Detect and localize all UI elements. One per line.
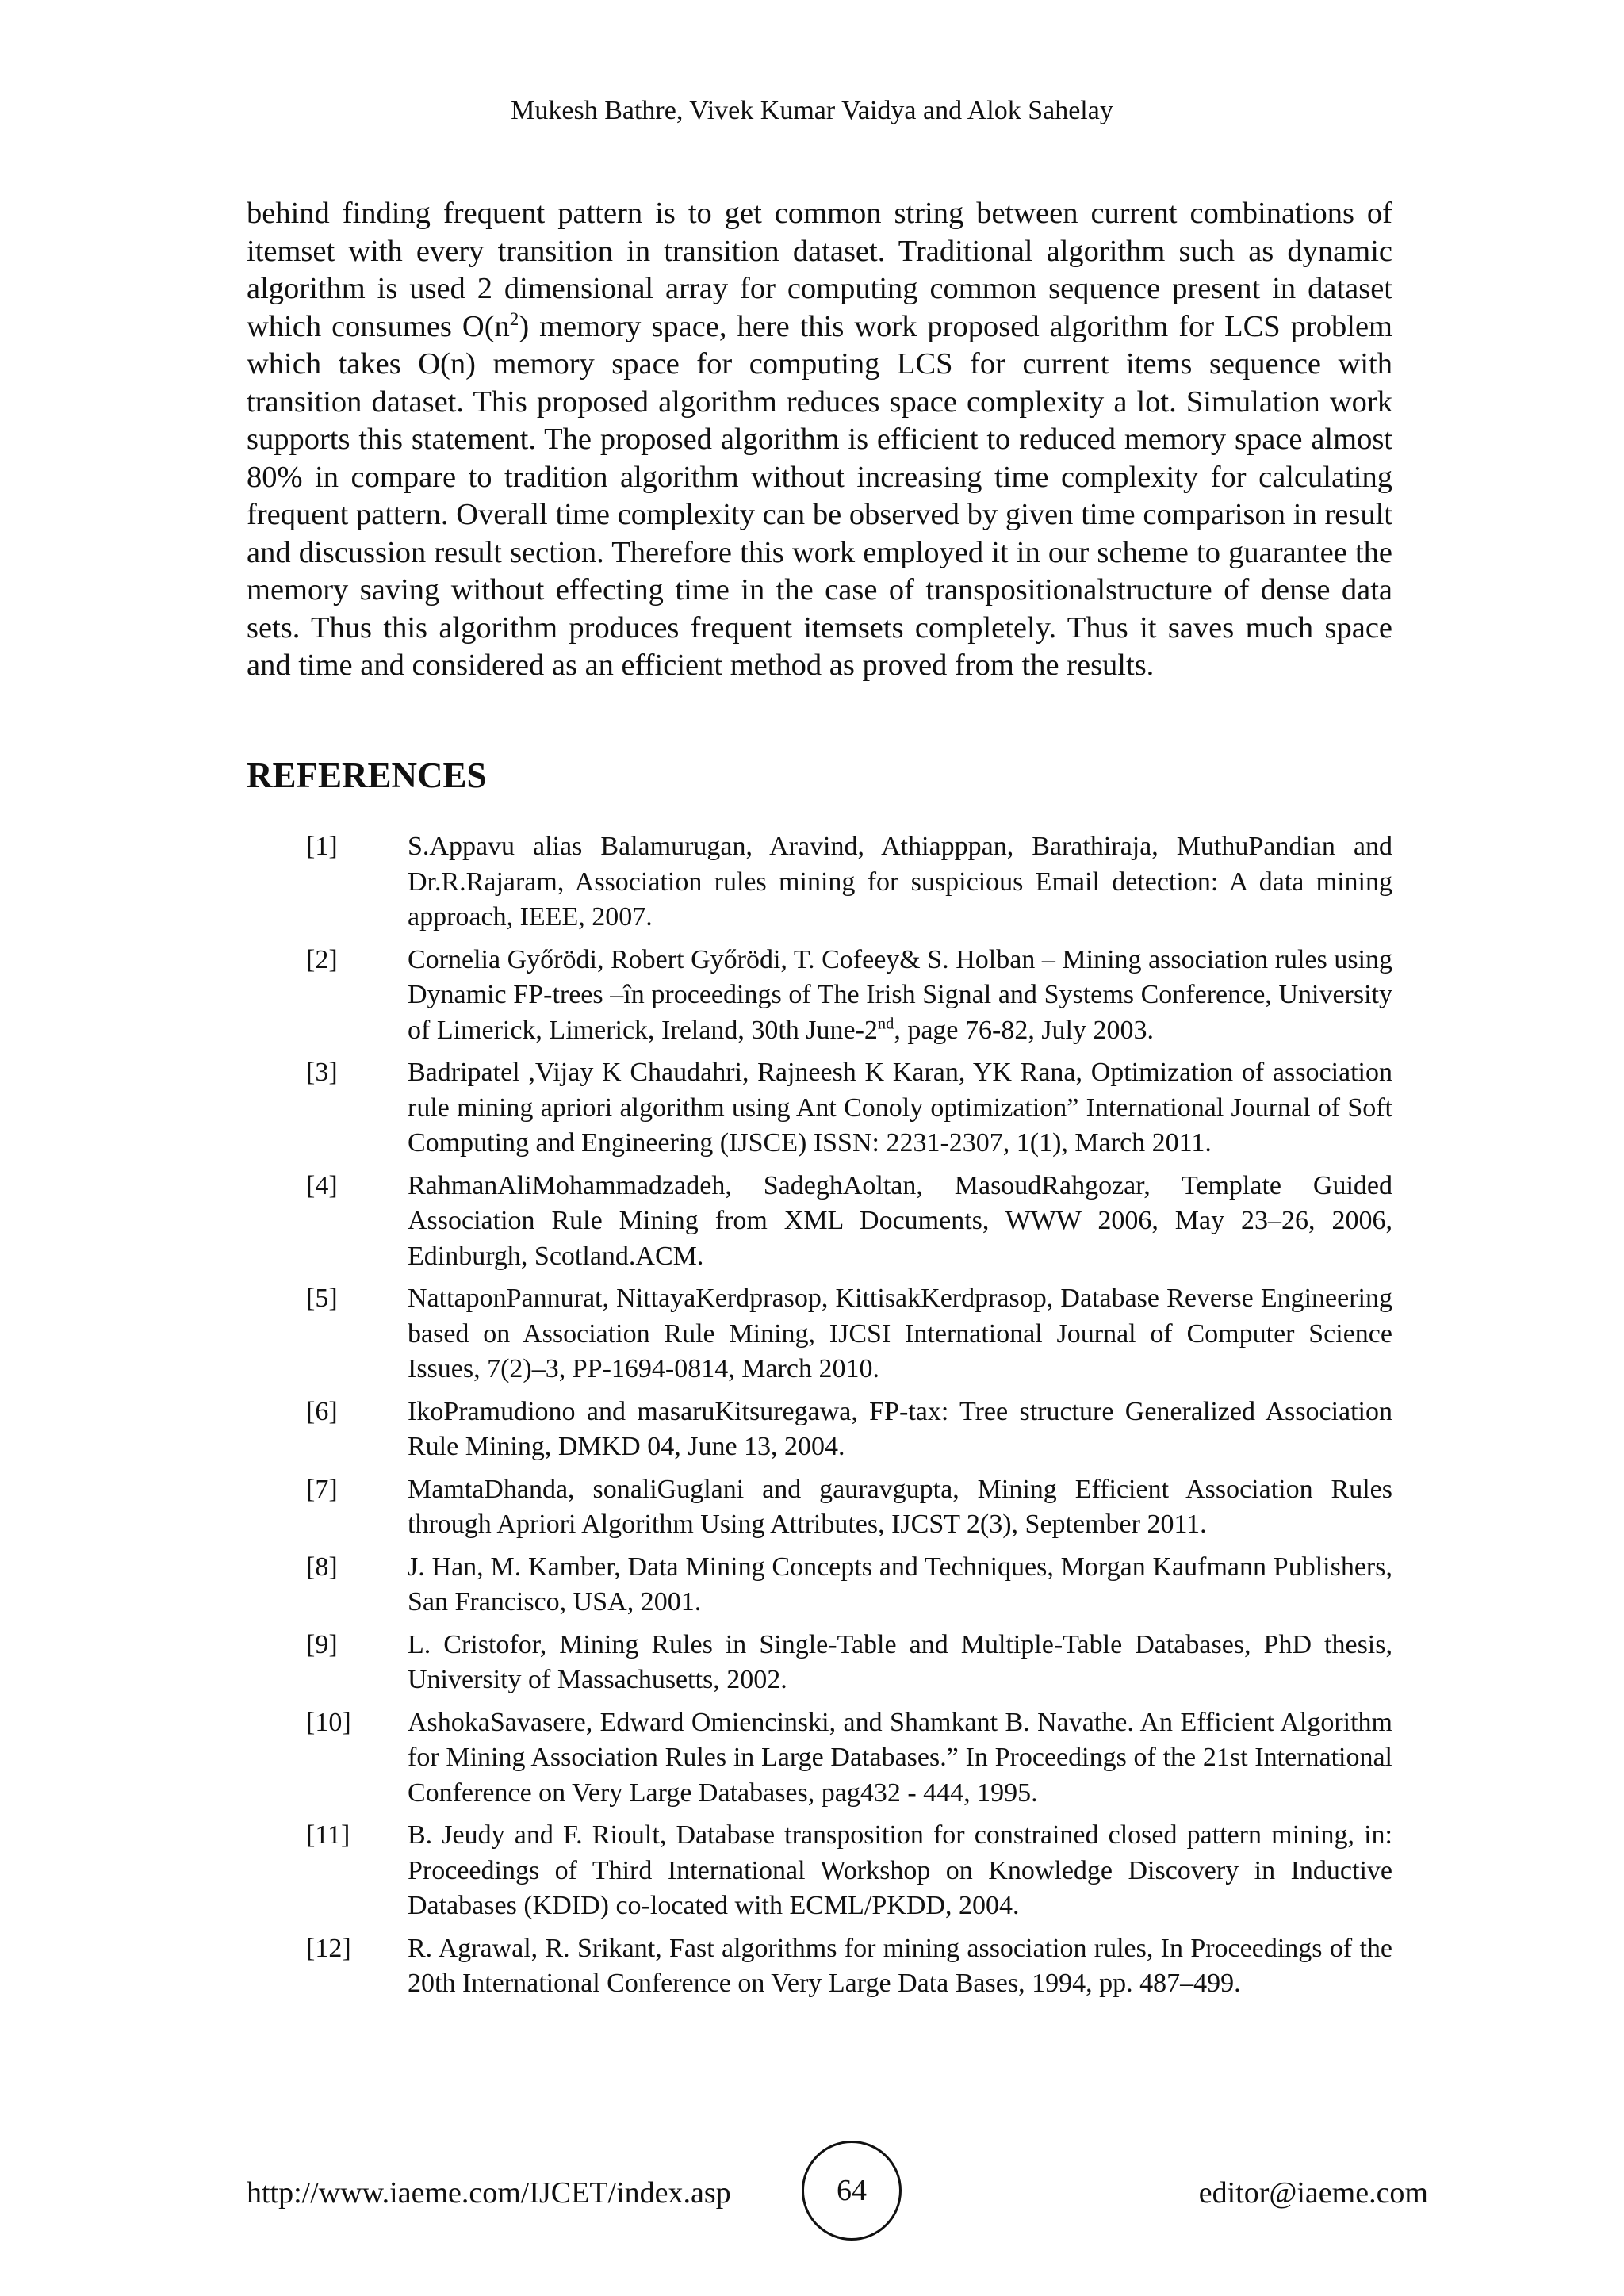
reference-number: [3] xyxy=(306,1058,338,1087)
reference-item-11 xyxy=(247,1818,1392,1924)
footer-url-link[interactable]: http://www.iaeme.com/IJCET/index.asp xyxy=(247,2176,731,2210)
page-footer xyxy=(0,2141,1624,2244)
reference-text: L. Cristofor, Mining Rules in Single-Table and Multiple-Table Databases, PhD thesis, University of Massachusetts, 2002. xyxy=(408,1629,1392,1694)
reference-item-6 xyxy=(247,1395,1392,1465)
reference-text: AshokaSavasere, Edward Omiencinski, and Shamkant B. Navathe. An Efficient Algorithm for Mining Association Rules in Large Databases.” In Proceedings of the 21st International Conference on Very Large Databases, pag432 - 444, 1995. xyxy=(408,1707,1392,1808)
reference-text: B. Jeudy and F. Rioult, Database transposition for constrained closed pattern mining, in: Proceedings of Third International Workshop on Knowledge Discovery in Inductive Databases (KDID) co-located with ECML/PKDD, 2004. xyxy=(408,1820,1392,1920)
reference-number: [1] xyxy=(306,832,338,861)
page-number: 64 xyxy=(837,2174,867,2207)
body-text-part1: behind finding frequent pattern is to get common string between current combinations of itemset with every transition in transition dataset. Traditional algorithm such as dynamic algorithm is used 2 dimensional array for computing common sequence present in dataset which consumes O(n xyxy=(247,197,1392,343)
page-number-circle xyxy=(802,2141,902,2241)
running-header: Mukesh Bathre, Vivek Kumar Vaidya and Alok Sahelay xyxy=(511,96,1113,125)
reference-text: Badripatel ,Vijay K Chaudahri, Rajneesh K Karan, YK Rana, Optimization of association rule mining apriori algorithm using Ant Conoly optimization” International Journal of Soft Computing and Engineering (IJSCE) ISSN: 2231-2307, 1(1), March 2011. xyxy=(408,1058,1392,1158)
reference-text: MamtaDhanda, sonaliGuglani and gauravgupta, Mining Efficient Association Rules through Apriori Algorithm Using Attributes, IJCST 2(3), September 2011. xyxy=(408,1474,1392,1539)
reference-number: [8] xyxy=(306,1552,338,1582)
reference-item-9 xyxy=(247,1628,1392,1698)
reference-item-1 xyxy=(247,829,1392,936)
reference-item-10 xyxy=(247,1705,1392,1812)
reference-item-8 xyxy=(247,1550,1392,1621)
reference-number: [7] xyxy=(306,1474,338,1504)
reference-text: J. Han, M. Kamber, Data Mining Concepts and Techniques, Morgan Kaufmann Publishers, San Francisco, USA, 2001. xyxy=(408,1552,1392,1617)
reference-item-4 xyxy=(247,1169,1392,1275)
reference-text: IkoPramudiono and masaruKitsuregawa, FP-tax: Tree structure Generalized Association Rule Mining, DMKD 04, June 13, 2004. xyxy=(408,1396,1392,1461)
reference-item-7 xyxy=(247,1472,1392,1543)
reference-number: [11] xyxy=(306,1820,350,1850)
reference-number: [2] xyxy=(306,944,338,974)
reference-number: [5] xyxy=(306,1284,338,1313)
reference-text-after: , page 76-82, July 2003. xyxy=(894,1015,1154,1045)
reference-number: [9] xyxy=(306,1629,338,1659)
body-text-part2: ) memory space, here this work proposed algorithm for LCS problem which takes O(n) memory space for computing LCS for current items sequence with transition dataset. This proposed algorithm reduces space complexity a lot. Simulation work supports this statement. The proposed algorithm is efficient to reduced memory space almost 80% in compare to tradition algorithm without increasing time complexity for calculating frequent pattern. Overall time complexity can be observed by given time comparison in result and discussion result section. Therefore this work employed it in our scheme to guarantee the memory saving without effecting time in the case of transpositionalstructure of dense data sets. Thus this algorithm produces frequent itemsets completely. Thus it saves much space and time and considered as an efficient method as proved from the results. xyxy=(247,309,1392,682)
reference-text: S.Appavu alias Balamurugan, Aravind, Athiapppan, Barathiraja, MuthuPandian and Dr.R.Rajaram, Association rules mining for suspicious Email detection: A data mining approach, IEEE, 2007. xyxy=(408,832,1392,932)
reference-number: [4] xyxy=(306,1170,338,1200)
reference-number: [12] xyxy=(306,1933,351,1963)
reference-text: NattaponPannurat, NittayaKerdprasop, KittisakKerdprasop, Database Reverse Engineering based on Association Rule Mining, IJCSI International Journal of Computer Science Issues, 7(2)–3, PP-1694-0814, March 2010. xyxy=(408,1284,1392,1383)
body-superscript: 2 xyxy=(509,308,519,329)
reference-text: RahmanAliMohammadzadeh, SadeghAoltan, MasoudRahgozar, Template Guided Association Rule Mining from XML Documents, WWW 2006, May 23–26, 2006, Edinburgh, Scotland.ACM. xyxy=(408,1170,1392,1271)
footer-email-link[interactable]: editor@iaeme.com xyxy=(1198,2176,1428,2210)
reference-superscript: nd xyxy=(877,1015,894,1033)
body-paragraph xyxy=(247,195,1392,685)
reference-item-5 xyxy=(247,1281,1392,1387)
reference-text: R. Agrawal, R. Srikant, Fast algorithms for mining association rules, In Proceedings of the 20th International Conference on Very Large Data Bases, 1994, pp. 487–499. xyxy=(408,1933,1392,1998)
reference-item-12 xyxy=(247,1931,1392,2002)
reference-item-2 xyxy=(247,943,1392,1049)
reference-text: Cornelia Győrödi, Robert Győrödi, T. Cofeey& S. Holban – Mining association rules using Dynamic FP-trees –în proceedings of The Irish Signal and Systems Conference, University of Limerick, Limerick, Ireland, 30th June-2 xyxy=(408,944,1392,1045)
references-heading: REFERENCES xyxy=(247,756,487,795)
reference-number: [10] xyxy=(306,1707,351,1737)
reference-list xyxy=(247,829,1392,2009)
reference-number: [6] xyxy=(306,1396,338,1426)
reference-item-3 xyxy=(247,1055,1392,1161)
